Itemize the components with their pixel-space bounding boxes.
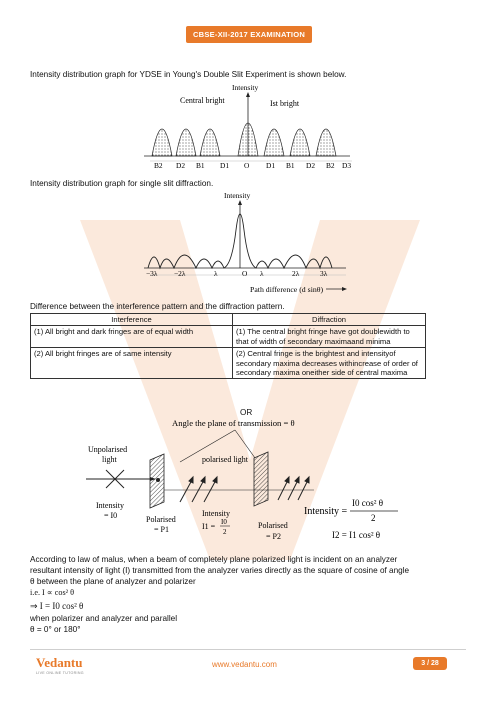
single-slit-tick-label: O [242, 269, 248, 278]
malus-paragraph-line-2: resultant intensity of light (I) transmitted from the analyzer varies directly as the square of cosine of angle [30, 566, 410, 575]
vedantu-logo: Vedantu [36, 655, 83, 670]
intensity-i0-label: Intensity [96, 501, 124, 510]
ydse-intensity-graph [140, 82, 370, 172]
intensity-i1-label: Intensity [202, 509, 230, 518]
table-cell: (2) All bright fringes are of same intensity [31, 348, 233, 379]
comparison-table [30, 313, 426, 379]
single-slit-tick-label: −3λ [146, 269, 158, 278]
header-diffraction: Diffraction [233, 314, 426, 326]
single-slit-tick-label: 3λ [320, 269, 328, 278]
table-header-row [31, 314, 426, 326]
i1-denominator: 2 [223, 528, 227, 536]
theta-values-line: θ = 0° or 180° [30, 625, 81, 634]
ydse-tick-label: B2 [154, 161, 163, 170]
ydse-tick-label: O [244, 161, 250, 170]
intensity-formula-numerator: I0 cos² θ [352, 498, 384, 508]
polarised-light-arrows [180, 477, 217, 502]
intensity-formula-lhs: Intensity = [304, 506, 348, 517]
comparison-caption: Difference between the interference pattern and the diffraction pattern. [30, 302, 285, 311]
header-interference: Interference [31, 314, 233, 326]
ydse-central-bright-label: Central bright [180, 96, 225, 105]
p2-value: = P2 [266, 532, 281, 541]
intensity-formula-denominator: 2 [371, 513, 376, 523]
table-row [31, 348, 426, 379]
malus-equation-line: ⇒ I = I0 cos² θ [30, 601, 84, 611]
single-slit-intensity-label: Intensity [224, 191, 251, 200]
i2-formula: I2 = I1 cos² θ [332, 530, 381, 540]
single-slit-tick-label: λ [260, 269, 264, 278]
polarised-p1-label: Polarised [146, 515, 176, 524]
ydse-tick-label: D3 [342, 161, 352, 170]
i1-numerator: I0 [221, 518, 227, 526]
single-slit-tick-label: λ [214, 269, 218, 278]
parallel-condition-line: when polarizer and analyzer and parallel [30, 614, 178, 623]
ydse-tick-label: D1 [220, 161, 230, 170]
light-label: light [102, 455, 117, 464]
ydse-tick-label: D2 [176, 161, 186, 170]
ydse-intensity-label: Intensity [232, 83, 259, 92]
single-slit-intensity-graph [140, 190, 370, 300]
table-cell: (1) All bright and dark fringes are of equal width [31, 326, 233, 348]
p1-value: = P1 [154, 525, 169, 534]
exam-banner: CBSE-XII-2017 EXAMINATION [186, 26, 312, 43]
page-number: 3 / 28 [413, 657, 447, 670]
vedantu-logo-tagline: LIVE ONLINE TUTORING [36, 671, 84, 675]
or-separator: OR [240, 408, 253, 417]
malus-paragraph-line-1: According to law of malus, when a beam of completely plane polarized light is incident on an analyzer [30, 555, 398, 564]
ydse-caption: Intensity distribution graph for YDSE in Young's Double Slit Experiment is shown below. [30, 70, 347, 79]
single-slit-tick-label: 2λ [292, 269, 300, 278]
transmitted-light-arrows [278, 477, 309, 500]
table-row [31, 326, 426, 348]
single-slit-caption: Intensity distribution graph for single slit diffraction. [30, 179, 214, 188]
unpolarised-label: Unpolarised [88, 445, 128, 454]
ydse-tick-label: B1 [196, 161, 205, 170]
transmission-angle-title: Angle the plane of transmission = θ [172, 418, 295, 428]
path-difference-label: Path difference (d sinθ) [250, 285, 324, 294]
malus-paragraph-line-3: θ between the plane of analyzer and polarizer [30, 577, 196, 586]
ydse-first-bright-label: Ist bright [270, 99, 300, 108]
polarised-p2-label: Polarised [258, 521, 288, 530]
i1-lhs: I1 = [202, 522, 216, 531]
ydse-fringe-lobes [152, 123, 336, 156]
ydse-tick-label: B1 [286, 161, 295, 170]
website-link[interactable]: www.vedantu.com [212, 660, 277, 669]
table-cell: (1) The central bright fringe have got doublewidth to that of width of secondary maximaand minima [233, 326, 426, 348]
ydse-tick-label: D2 [306, 161, 316, 170]
footer-divider [30, 649, 466, 650]
analyzer-p2 [254, 452, 268, 506]
malus-proportional-line: i.e. I ∝ cos² θ [30, 588, 75, 597]
ydse-tick-label: D1 [266, 161, 276, 170]
i0-value: = I0 [104, 511, 118, 520]
polarization-diagram [80, 418, 420, 546]
single-slit-tick-label: −2λ [174, 269, 186, 278]
table-cell: (2) Central fringe is the brightest and intensityof secondary maxima decreases withincrease of order of secondary maxima oneither side of central maxima [233, 348, 426, 379]
polarised-light-label: polarised light [202, 455, 248, 464]
ydse-tick-label: B2 [326, 161, 335, 170]
